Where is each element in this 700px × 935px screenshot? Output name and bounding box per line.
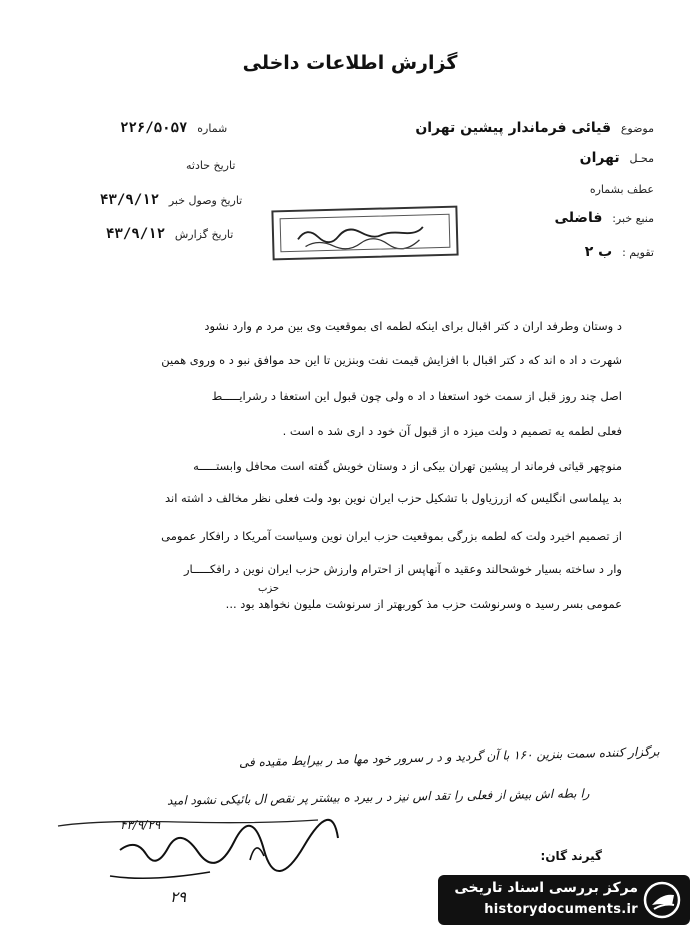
source-value: فاضلی — [554, 210, 603, 226]
number-value: ۲۲۶/۵۰۵۷ — [120, 120, 188, 136]
subject-label: موضوع — [620, 122, 654, 135]
report-date-value: ۴۳/۹/۱۲ — [106, 226, 166, 242]
body-line: منوچهر قیاتی فرماند ار پیشین تهران بیکی از د وستان خویش گفته است محافل وابستـــــه — [193, 459, 622, 473]
body-line: عمومی بسر رسید ه وسرنوشت حزب مذ کوربهتر از سرنوشت ملیون نخواهد بود ... — [225, 597, 622, 611]
document-title: گزارش اطلاعات داخلی — [242, 52, 458, 74]
receipt-date-label: تاریخ وصول خبر — [168, 194, 243, 207]
handwritten-date: ۴۳/۹/۲۹ — [120, 818, 161, 832]
body-line: از تصمیم اخیرد ولت که لطمه بزرگی بموقعیت حزب ایران نوین وسیاست آمریکا د رافکار عمومی — [161, 529, 622, 543]
place-label: محـل — [629, 152, 654, 165]
watermark-url: historydocuments.ir — [484, 902, 638, 917]
place-value: تهران — [579, 150, 620, 166]
book-logo-icon — [642, 881, 682, 919]
receivers-label: گیرند گان: — [540, 849, 602, 863]
source-field — [555, 210, 654, 226]
reference-field — [590, 182, 654, 196]
subject-field — [415, 120, 654, 136]
rating-value: ب ۲ — [584, 244, 613, 260]
body-line: فعلی لطمه یه تصمیم د ولت میزد ه از قبول آن خود د اری شد ه است . — [282, 424, 622, 438]
page-number: ۲۹ — [170, 888, 187, 906]
place-field — [580, 150, 654, 166]
subject-value: قیائی فرماندار پیشین تهران — [415, 120, 611, 136]
classification-stamp — [271, 206, 458, 261]
receipt-date-field — [100, 192, 242, 208]
handwritten-note-line: برگزار کننده سمت بنزین ۱۶۰ با آن گردید و د ر سرور خود مها مد ر بیرایط مقیده فی — [239, 744, 661, 770]
report-date-label: تاریخ گزارش — [174, 228, 234, 241]
receipt-date-value: ۴۳/۹/۱۲ — [100, 192, 160, 208]
stamp-scribble-icon — [273, 208, 456, 259]
source-label: منبع خبر: — [612, 212, 654, 225]
rating-field — [585, 244, 654, 260]
watermark-title: مرکز بررسی اسناد تاریخی — [454, 880, 638, 896]
interline-note: حزب — [258, 583, 280, 594]
reference-label: عطف بشماره — [589, 183, 654, 196]
watermark-badge — [438, 875, 690, 925]
body-line: اصل چند روز قبل از سمت خود استعفا د اد ه ولی چون قبول این استعفا د رشرایـــــط — [211, 389, 622, 403]
body-line: د وستان وطرفد اران د کتر اقبال برای اینکه لطمه ای بموقعیت وی بین مرد م وارد نشود — [204, 319, 622, 333]
body-line: بد یپلماسی انگلیس که ازرزیاول با تشکیل حزب ایران نوین بود ولت فعلی نظر مخالف د اشته اند — [164, 491, 622, 505]
rating-label: تقویم : — [622, 246, 654, 259]
handwritten-note-line: را بطه اش بیش از فعلی را تقد اس نیز د ر بیرد ه بیشتر پر نقص ال بائیکی نشود امید — [167, 786, 591, 808]
incident-date-field — [186, 158, 235, 172]
report-date-field — [106, 226, 233, 242]
number-field — [120, 120, 227, 136]
body-line: شهرت د اد ه اند که د کتر اقبال با افزایش قیمت نفت وبنزین تا این حد موافق نبو د ه وروی همین — [161, 353, 622, 367]
body-line: وار د ساخته بسیار خوشحالند وعقید ه آنهاپس از احترام وارزش حزب ایران نوین د رافکـــــار — [183, 562, 622, 576]
number-label: شماره — [197, 122, 228, 135]
incident-date-label: تاریخ حادثه — [186, 159, 236, 172]
